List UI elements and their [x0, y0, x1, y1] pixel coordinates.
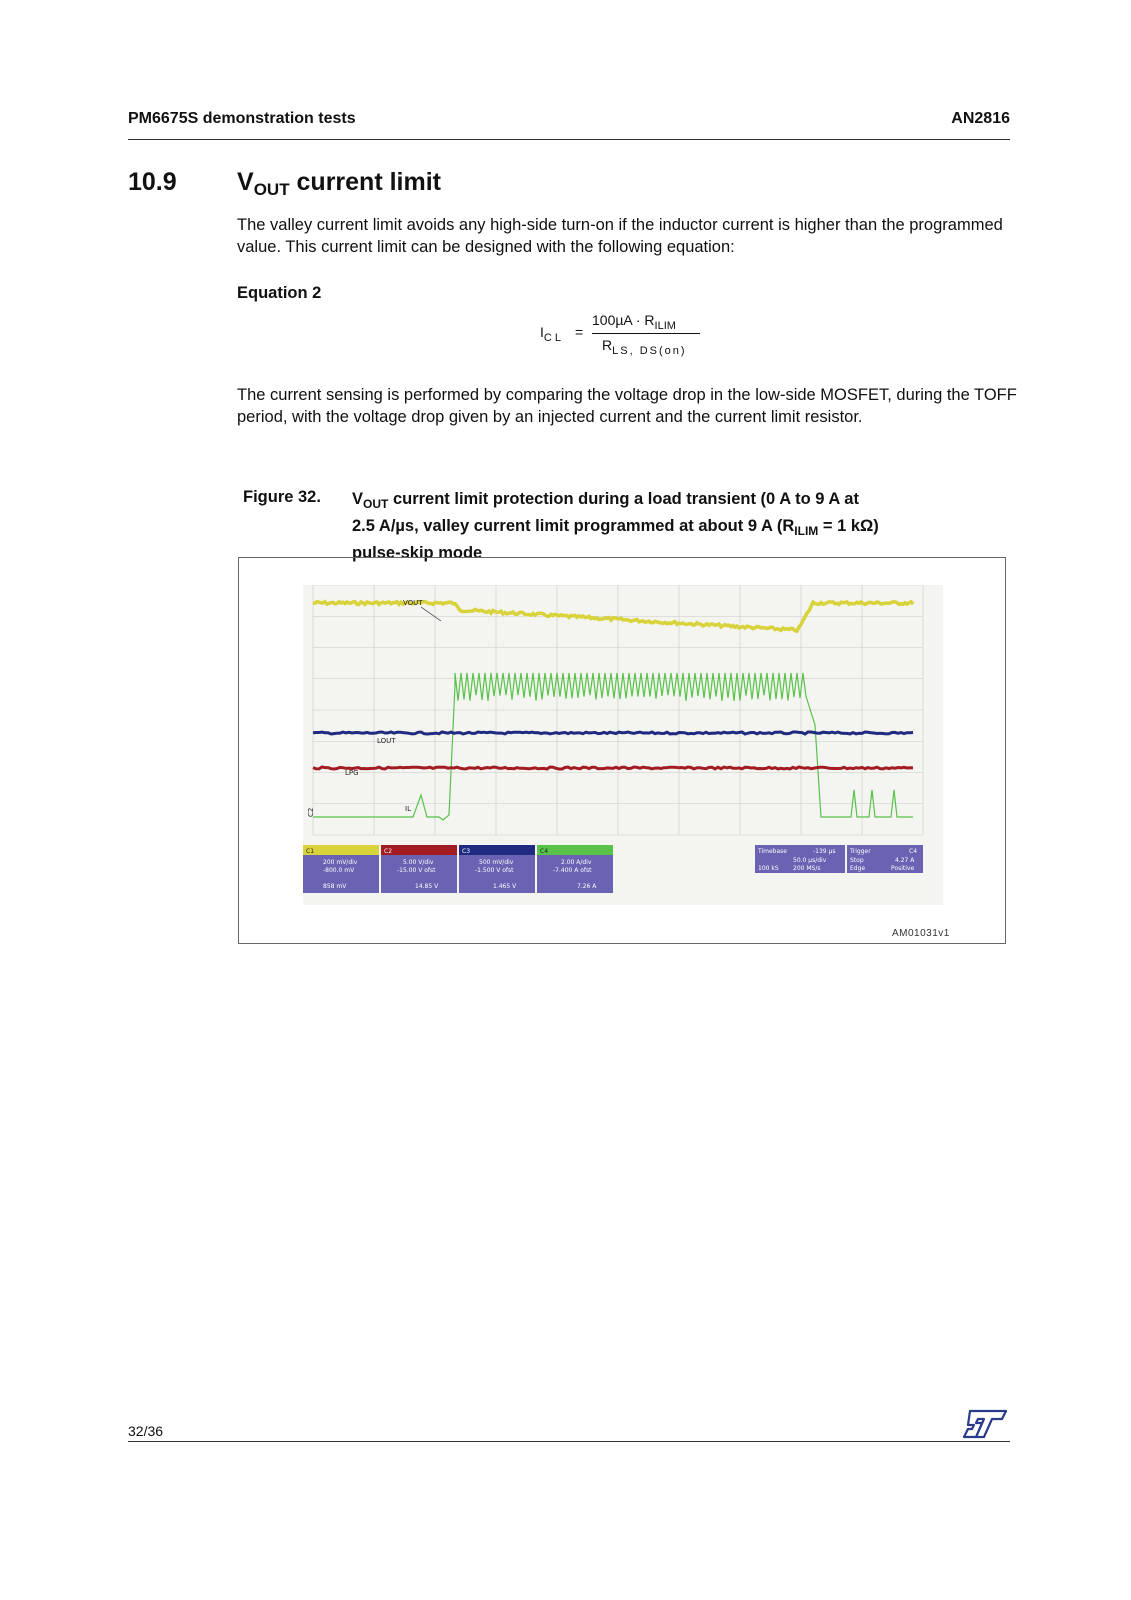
channel-box-c1: [303, 845, 379, 893]
svg-text:2.00 A/div: 2.00 A/div: [561, 859, 592, 866]
svg-text:200 mV/div: 200 mV/div: [323, 859, 358, 866]
svg-text:5.00 V/div: 5.00 V/div: [403, 859, 434, 866]
svg-text:-15.00 V ofst: -15.00 V ofst: [397, 867, 436, 874]
timebase-box: [755, 845, 845, 873]
svg-text:858 mV: 858 mV: [323, 883, 347, 890]
svg-text:C4: C4: [909, 848, 918, 855]
channel-marker: C2: [307, 807, 315, 817]
fraction-bar: [592, 333, 700, 334]
equation-equals: =: [575, 324, 584, 340]
channel-box-c3: [459, 845, 535, 893]
svg-text:C1: C1: [306, 848, 315, 855]
svg-text:1.465 V: 1.465 V: [493, 883, 517, 890]
svg-text:14.85 V: 14.85 V: [415, 883, 439, 890]
svg-text:C3: C3: [462, 848, 471, 855]
section-number: 10.9: [128, 168, 177, 196]
channel-box-c2: [381, 845, 457, 893]
page-number: 32/36: [128, 1423, 164, 1439]
document-code: AN2816: [951, 110, 1010, 127]
svg-text:C4: C4: [540, 848, 549, 855]
figure-label: Figure 32.: [243, 488, 321, 506]
lout-label: LOUT: [377, 737, 396, 745]
equation-lhs: $I_{CL}$: [540, 324, 564, 344]
svg-text:Stop: Stop: [850, 857, 864, 864]
equation-label: Equation 2: [237, 284, 322, 302]
channel-box-c4: [537, 845, 613, 893]
svg-text:Trigger: Trigger: [850, 848, 871, 855]
header-rule: [128, 139, 1010, 140]
vout-label: VOUT: [403, 599, 423, 607]
svg-text:-139 µs: -139 µs: [813, 848, 836, 855]
figure-code: AM01031v1: [892, 928, 950, 939]
lout-trace: [313, 732, 913, 734]
svg-text:7.26 A: 7.26 A: [577, 883, 597, 890]
oscilloscope-screenshot: [303, 585, 943, 905]
svg-text:4.27 A: 4.27 A: [895, 857, 915, 864]
equation-numerator: $100\mu A \cdot R_{ILIM}$: [592, 312, 676, 332]
st-logo: [962, 1409, 1008, 1439]
svg-text:Positive: Positive: [891, 865, 915, 872]
figure-caption: $V_{OUT}$ current limit protection during a load transient (0 A to 9 A at 2.5 A/µs, valley current limit programmed at about 9 A ($R_{ILIM} = 1$ kΩ) pulse-skip mode: [352, 490, 879, 562]
svg-text:C2: C2: [384, 848, 393, 855]
intro-paragraph: The valley current limit avoids any high-side turn-on if the inductor current is higher than the programmed value. This current limit can be designed with the following equation:: [237, 216, 1003, 256]
lpg-label: LPG: [345, 769, 359, 777]
trigger-box: [847, 845, 923, 873]
svg-text:500 mV/div: 500 mV/div: [479, 859, 514, 866]
running-header-title: PM6675S demonstration tests: [128, 110, 356, 127]
svg-text:200 MS/s: 200 MS/s: [793, 865, 821, 872]
svg-text:-7.400 A ofst: -7.400 A ofst: [553, 867, 592, 874]
svg-text:Edge: Edge: [850, 865, 866, 872]
svg-text:-800.0 mV: -800.0 mV: [323, 867, 355, 874]
svg-text:-1.500 V ofst: -1.500 V ofst: [475, 867, 514, 874]
il-label: IL: [405, 805, 411, 813]
equation-denominator: $R_{LS, DS(on)}$: [602, 337, 687, 357]
svg-text:100 kS: 100 kS: [758, 865, 779, 872]
lpg-trace: [313, 767, 913, 769]
svg-text:Timebase: Timebase: [758, 848, 787, 855]
section-title: $V_{OUT}$ current limit: [237, 168, 441, 199]
footer-rule: [128, 1441, 1010, 1442]
sensing-paragraph: The current sensing is performed by comparing the voltage drop in the low-side MOSFET, during the TOFF period, with the voltage drop given by an injected current and the current limit resistor.: [237, 386, 1017, 426]
svg-text:50.0 µs/div: 50.0 µs/div: [793, 857, 827, 864]
